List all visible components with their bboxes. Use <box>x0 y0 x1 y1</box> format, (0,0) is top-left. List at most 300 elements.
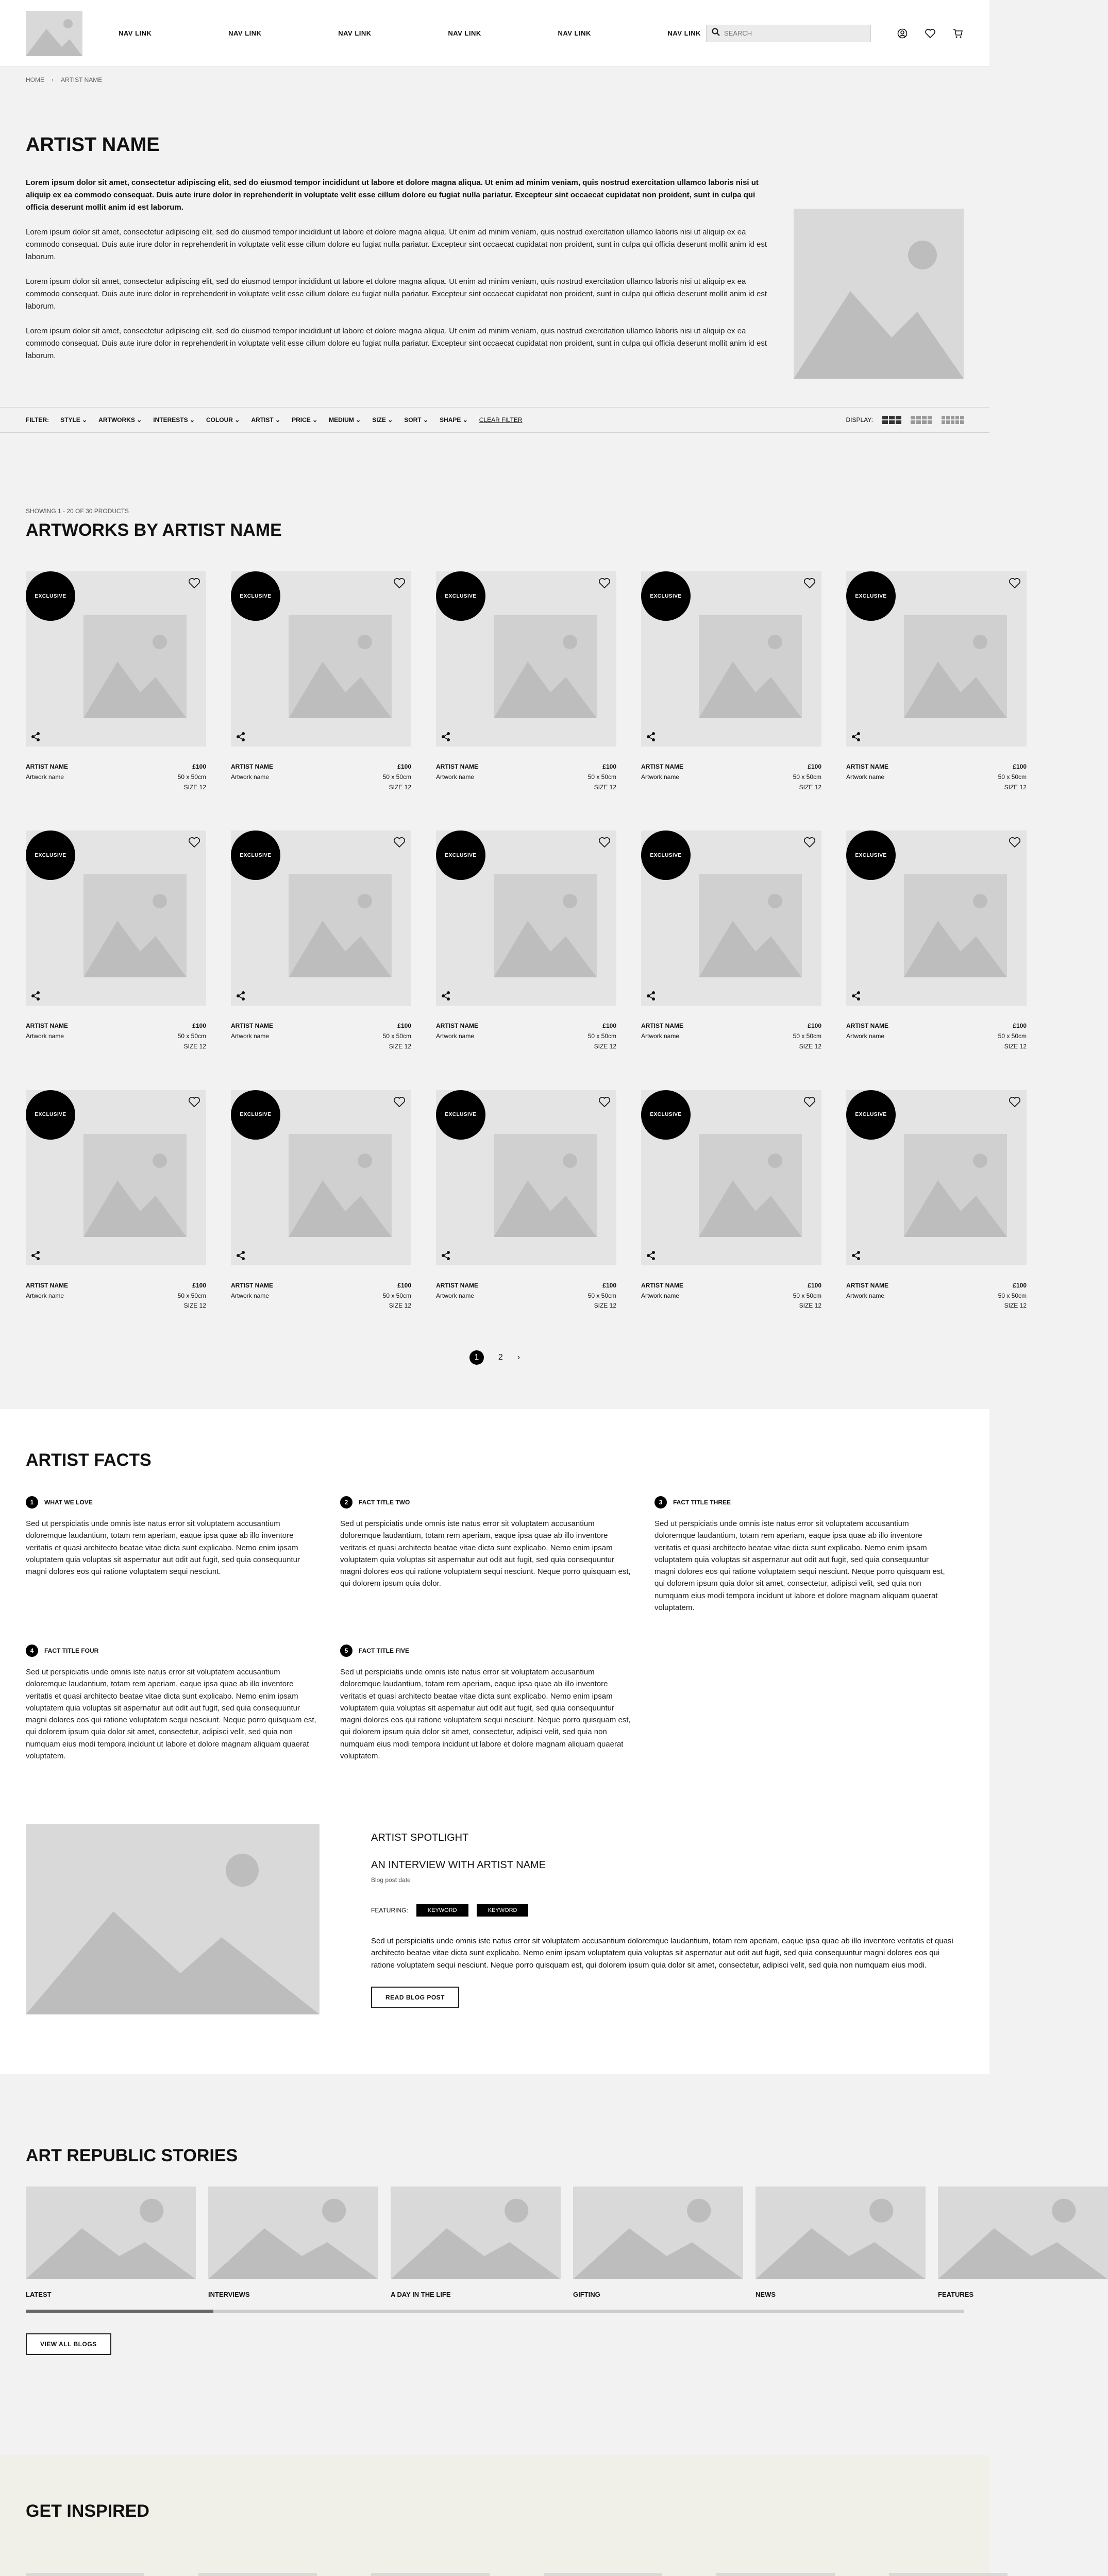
fact-text: Sed ut perspiciatis unde omnis iste natus error sit voluptatem accusantium doloremque laudantium, totam rem aperiam, eaque ipsa quae ab illo inventore veritatis et quasi architecto beatae vitae dicta sunt explicabo. Nemo enim ipsam voluptatem quia voluptas sit aspernatur aut odit aut fugit, sed quia consequuntur magni dolores eos qui ratione voluptatem sequi nesciunt. Neque porro quisquam est, qui dolorem ipsum quia dolor sit amet, consectetur, adipisci velit, sed quia non numquam eius modi tempora incidunt ut labore et dolore magnam aliquam quaerat voluptatem. <box>26 1668 316 1760</box>
price: £100 <box>602 763 616 770</box>
product-card[interactable] <box>231 571 411 792</box>
grid-5-icon[interactable] <box>942 416 964 424</box>
product-card[interactable] <box>26 1090 206 1311</box>
filter-sort[interactable]: SORT ⌄ <box>404 416 429 423</box>
story-image[interactable] <box>391 2187 561 2279</box>
artist-name[interactable]: ARTIST NAME <box>641 763 683 770</box>
share-icon[interactable] <box>850 731 862 742</box>
size-label: SIZE 12 <box>389 1302 411 1310</box>
share-icon[interactable] <box>850 1250 862 1261</box>
exclusive-badge: EXCLUSIVE <box>641 571 691 621</box>
artist-name[interactable]: ARTIST NAME <box>846 1281 888 1289</box>
site-logo[interactable] <box>26 11 82 56</box>
exclusive-badge: EXCLUSIVE <box>231 831 280 880</box>
fact-title: FACT TITLE THREE <box>673 1499 731 1506</box>
intro-paragraph: Lorem ipsum dolor sit amet, consectetur adipiscing elit, sed do eiusmod tempor incididunt ut labore et dolore magna aliqua. Ut enim ad minim veniam, quis nostrud exercitation ullamco laboris nisi ut aliquip ex ea commodo consequat. Duis aute irure dolor in reprehenderit in voluptate velit esse cillum dolore eu fugiat nulla pariatur. Excepteur sint occaecat cupidatat non proident, sunt in culpa qui officia deserunt mollit anim id est laborum. <box>26 228 767 261</box>
story-image[interactable] <box>208 2187 378 2279</box>
fact-item <box>26 1496 320 1614</box>
exclusive-badge: EXCLUSIVE <box>231 1090 280 1140</box>
product-image[interactable] <box>436 1090 616 1265</box>
price: £100 <box>602 1281 616 1289</box>
product-image[interactable] <box>846 1090 1027 1265</box>
product-image[interactable] <box>641 831 821 1006</box>
heart-icon[interactable] <box>187 835 202 850</box>
exclusive-badge: EXCLUSIVE <box>26 1090 75 1140</box>
product-info <box>231 747 411 792</box>
artwork-name[interactable]: Artwork name <box>26 1032 64 1040</box>
filter-size[interactable]: SIZE ⌄ <box>372 416 393 423</box>
dimensions: 50 x 50cm <box>177 1032 206 1040</box>
nav-link-1[interactable]: NAV LINK <box>119 29 152 37</box>
price: £100 <box>602 1022 616 1030</box>
heart-icon[interactable] <box>392 575 407 591</box>
filter-style[interactable]: STYLE ⌄ <box>60 416 88 423</box>
view-all-blogs-button[interactable]: VIEW ALL BLOGS <box>26 2333 111 2355</box>
artwork-placeholder <box>289 1134 392 1237</box>
page-title: ARTIST NAME <box>26 134 160 156</box>
artwork-placeholder <box>494 615 597 718</box>
fact-number: 4 <box>26 1645 38 1657</box>
price: £100 <box>397 1022 411 1030</box>
nav-link-6[interactable]: NAV LINK <box>667 29 701 37</box>
fact-item <box>654 1496 948 1614</box>
artist-name[interactable]: ARTIST NAME <box>26 1281 68 1289</box>
product-card[interactable] <box>641 831 821 1052</box>
size-label: SIZE 12 <box>594 1302 616 1310</box>
artwork-placeholder <box>83 1134 187 1237</box>
breadcrumb <box>0 67 989 93</box>
share-icon[interactable] <box>235 990 246 1002</box>
spotlight-date: Blog post date <box>371 1876 411 1884</box>
product-card[interactable] <box>26 571 206 792</box>
dimensions: 50 x 50cm <box>793 1292 821 1299</box>
display-toggle <box>846 416 964 424</box>
story-label[interactable]: NEWS <box>756 2291 776 2299</box>
product-image[interactable] <box>641 1090 821 1265</box>
share-icon[interactable] <box>30 731 41 742</box>
price: £100 <box>192 1022 206 1030</box>
heart-icon[interactable] <box>597 835 612 850</box>
exclusive-badge: EXCLUSIVE <box>846 831 896 880</box>
artwork-placeholder <box>83 874 187 977</box>
size-label: SIZE 12 <box>799 1042 821 1050</box>
page-2[interactable]: 2 <box>498 1353 503 1362</box>
product-info <box>26 1265 206 1311</box>
size-label: SIZE 12 <box>594 783 616 791</box>
filter-artist[interactable]: ARTIST ⌄ <box>251 416 281 423</box>
product-info <box>641 747 821 792</box>
exclusive-badge: EXCLUSIVE <box>436 831 485 880</box>
share-icon[interactable] <box>235 731 246 742</box>
price: £100 <box>1013 1281 1027 1289</box>
fact-item <box>26 1645 320 1762</box>
story-image[interactable] <box>938 2187 1108 2279</box>
product-image[interactable] <box>436 571 616 747</box>
filter-price[interactable]: PRICE ⌄ <box>292 416 318 423</box>
exclusive-badge: EXCLUSIVE <box>641 831 691 880</box>
artwork-name[interactable]: Artwork name <box>641 773 680 781</box>
heart-icon[interactable] <box>597 1094 612 1110</box>
get-inspired-section <box>0 2455 989 2576</box>
size-label: SIZE 12 <box>1004 783 1027 791</box>
share-icon[interactable] <box>440 990 451 1002</box>
story-image[interactable] <box>756 2187 926 2279</box>
breadcrumb-home[interactable]: HOME <box>26 76 44 83</box>
price: £100 <box>1013 763 1027 770</box>
price: £100 <box>808 763 821 770</box>
story-image[interactable] <box>26 2187 196 2279</box>
heart-icon[interactable] <box>1007 1094 1022 1110</box>
artist-name[interactable]: ARTIST NAME <box>26 763 68 770</box>
heart-icon[interactable] <box>392 1094 407 1110</box>
artist-name[interactable]: ARTIST NAME <box>436 1281 478 1289</box>
share-icon[interactable] <box>30 1250 41 1261</box>
filter-artworks[interactable]: ARTWORKS ⌄ <box>98 416 142 423</box>
display-label: DISPLAY: <box>846 416 873 423</box>
artist-image <box>794 209 964 379</box>
dimensions: 50 x 50cm <box>587 1032 616 1040</box>
artist-name[interactable]: ARTIST NAME <box>846 1022 888 1030</box>
story-image[interactable] <box>573 2187 743 2279</box>
artwork-placeholder <box>699 615 802 718</box>
size-label: SIZE 12 <box>183 783 206 791</box>
product-info <box>641 1006 821 1052</box>
size-label: SIZE 12 <box>799 783 821 791</box>
artist-name[interactable]: ARTIST NAME <box>436 1022 478 1030</box>
artist-name[interactable]: ARTIST NAME <box>231 1022 273 1030</box>
dimensions: 50 x 50cm <box>793 773 821 781</box>
filter-medium[interactable]: MEDIUM ⌄ <box>329 416 361 423</box>
story-card[interactable] <box>756 2187 926 2298</box>
grid-4-icon[interactable] <box>911 416 932 424</box>
filter-colour[interactable]: COLOUR ⌄ <box>206 416 240 423</box>
dimensions: 50 x 50cm <box>382 1292 411 1299</box>
page-1[interactable]: 1 <box>469 1350 484 1365</box>
artwork-name[interactable]: Artwork name <box>26 1292 64 1299</box>
inspired-card[interactable] <box>26 2573 144 2576</box>
heart-icon[interactable] <box>802 575 817 591</box>
featuring-label: FEATURING: <box>371 1907 408 1914</box>
filter-label: FILTER: <box>26 416 49 423</box>
artist-name[interactable]: ARTIST NAME <box>641 1281 683 1289</box>
inspired-image[interactable] <box>716 2573 835 2576</box>
product-image[interactable] <box>231 571 411 747</box>
fact-text: Sed ut perspiciatis unde omnis iste natus error sit voluptatem accusantium doloremque laudantium, totam rem aperiam, eaque ipsa quae ab illo inventore veritatis et quasi architecto beatae vitae dicta sunt explicabo. Nemo enim ipsam voluptatem quia voluptas sit aspernatur aut odit aut fugit, sed quia consequuntur magni dolores eos qui ratione voluptatem sequi nesciunt. <box>26 1519 300 1577</box>
size-label: SIZE 12 <box>1004 1042 1027 1050</box>
artwork-placeholder <box>83 615 187 718</box>
share-icon[interactable] <box>645 1250 657 1261</box>
dimensions: 50 x 50cm <box>587 773 616 781</box>
exclusive-badge: EXCLUSIVE <box>26 831 75 880</box>
product-info <box>436 1006 616 1052</box>
keyword-tag[interactable]: KEYWORD <box>416 1904 468 1917</box>
artist-name[interactable]: ARTIST NAME <box>231 763 273 770</box>
artwork-name[interactable]: Artwork name <box>231 1292 270 1299</box>
product-card[interactable] <box>436 571 616 792</box>
share-icon[interactable] <box>30 990 41 1002</box>
filter-shape[interactable]: SHAPE ⌄ <box>440 416 468 423</box>
inspired-card[interactable] <box>716 2573 835 2576</box>
product-info <box>846 747 1027 792</box>
artist-spotlight <box>26 1824 964 2014</box>
exclusive-badge: EXCLUSIVE <box>26 571 75 621</box>
header-icons <box>897 28 964 39</box>
artwork-name[interactable]: Artwork name <box>846 1292 885 1299</box>
price: £100 <box>808 1022 821 1030</box>
exclusive-badge: EXCLUSIVE <box>231 571 280 621</box>
product-card[interactable] <box>436 1090 616 1311</box>
share-icon[interactable] <box>645 990 657 1002</box>
price: £100 <box>397 1281 411 1289</box>
product-image[interactable] <box>231 831 411 1006</box>
product-info <box>436 747 616 792</box>
nav-link-3[interactable]: NAV LINK <box>338 29 372 37</box>
fact-title: FACT TITLE FIVE <box>359 1647 409 1655</box>
story-label[interactable]: INTERVIEWS <box>208 2291 250 2299</box>
product-card[interactable] <box>846 571 1027 792</box>
breadcrumb-current: ARTIST NAME <box>61 76 103 83</box>
price: £100 <box>1013 1022 1027 1030</box>
artist-facts <box>0 1409 989 2074</box>
share-icon[interactable] <box>440 731 451 742</box>
inspired-card[interactable] <box>371 2573 490 2576</box>
dimensions: 50 x 50cm <box>587 1292 616 1299</box>
story-card[interactable] <box>391 2187 561 2298</box>
nav-link-2[interactable]: NAV LINK <box>228 29 262 37</box>
inspired-card[interactable] <box>544 2573 662 2576</box>
artist-name[interactable]: ARTIST NAME <box>641 1022 683 1030</box>
next-page-icon[interactable]: › <box>517 1353 521 1362</box>
story-card[interactable] <box>573 2187 743 2298</box>
size-label: SIZE 12 <box>389 1042 411 1050</box>
fact-title: FACT TITLE TWO <box>359 1499 410 1506</box>
product-info <box>231 1265 411 1311</box>
product-info <box>846 1006 1027 1052</box>
artwork-name[interactable]: Artwork name <box>641 1292 680 1299</box>
exclusive-badge: EXCLUSIVE <box>846 1090 896 1140</box>
site-header <box>0 0 989 67</box>
fact-number: 5 <box>340 1645 352 1657</box>
stories-carousel <box>26 2187 989 2298</box>
dimensions: 50 x 50cm <box>793 1032 821 1040</box>
dimensions: 50 x 50cm <box>177 1292 206 1299</box>
artwork-name[interactable]: Artwork name <box>231 1032 270 1040</box>
price: £100 <box>397 763 411 770</box>
product-image[interactable] <box>436 831 616 1006</box>
dimensions: 50 x 50cm <box>998 773 1027 781</box>
grid-3-icon[interactable] <box>882 416 901 424</box>
results-count: SHOWING 1 - 20 OF 30 PRODUCTS <box>26 507 129 515</box>
inspired-image[interactable] <box>544 2573 662 2576</box>
spotlight-title: AN INTERVIEW WITH ARTIST NAME <box>371 1859 546 1871</box>
product-image[interactable] <box>231 1090 411 1265</box>
fact-item <box>340 1645 634 1762</box>
size-label: SIZE 12 <box>594 1042 616 1050</box>
product-card[interactable] <box>231 1090 411 1311</box>
stories-section <box>0 2074 989 2455</box>
intro-paragraph: Lorem ipsum dolor sit amet, consectetur adipiscing elit, sed do eiusmod tempor incididunt ut labore et dolore magna aliqua. Ut enim ad minim veniam, quis nostrud exercitation ullamco laboris nisi ut aliquip ex ea commodo consequat. Duis aute irure dolor in reprehenderit in voluptate velit esse cillum dolore eu fugiat nulla pariatur. Excepteur sint occaecat cupidatat non proident, sunt in culpa qui officia deserunt mollit anim id est laborum. <box>26 327 767 360</box>
size-label: SIZE 12 <box>183 1302 206 1310</box>
artwork-placeholder <box>494 1134 597 1237</box>
fact-grid <box>26 1496 964 1762</box>
product-image[interactable] <box>26 831 206 1006</box>
spotlight-label: ARTIST SPOTLIGHT <box>371 1832 469 1844</box>
product-info <box>26 1006 206 1052</box>
fact-text: Sed ut perspiciatis unde omnis iste natus error sit voluptatem accusantium doloremque laudantium, totam rem aperiam, eaque ipsa quae ab illo inventore veritatis et quasi architecto beatae vitae dicta sunt explicabo. Nemo enim ipsam voluptatem quia voluptas sit aspernatur aut odit aut fugit, sed quia consequuntur magni dolores eos qui ratione voluptatem sequi nesciunt. Neque porro quisquam est, qui dolorem ipsum quia dolor sit amet, consectetur, adipisci velit, sed quia non numquam eius modi tempora incidunt ut labore et dolore magnam aliquam quaerat voluptatem. <box>340 1668 631 1760</box>
inspired-carousel <box>26 2573 989 2576</box>
artist-name[interactable]: ARTIST NAME <box>846 763 888 770</box>
artwork-placeholder <box>289 874 392 977</box>
spotlight-image <box>26 1824 320 2014</box>
share-icon[interactable] <box>850 990 862 1002</box>
artwork-placeholder <box>699 1134 802 1237</box>
stories-scroll-thumb[interactable] <box>26 2310 213 2313</box>
product-card[interactable] <box>641 1090 821 1311</box>
search-icon[interactable] <box>712 28 720 39</box>
filter-bar <box>0 407 989 433</box>
size-label: SIZE 12 <box>389 783 411 791</box>
fact-title: FACT TITLE FOUR <box>44 1647 99 1655</box>
search-box[interactable] <box>706 25 871 42</box>
dimensions: 50 x 50cm <box>382 773 411 781</box>
fact-text: Sed ut perspiciatis unde omnis iste natus error sit voluptatem accusantium doloremque laudantium, totam rem aperiam, eaque ipsa quae ab illo inventore veritatis et quasi architecto beatae vitae dicta sunt explicabo. Nemo enim ipsam voluptatem quia voluptas sit aspernatur aut odit aut fugit, sed quia consequuntur magni dolores eos qui ratione voluptatem sequi nesciunt. Neque porro quisquam est, qui dolorem ipsum quia dolor sit amet, consectetur, adipisci velit, sed quia non numquam eius modi tempora incidunt ut labore et dolore magnam aliquam quaerat voluptatem. <box>654 1519 945 1612</box>
artwork-grid <box>0 540 1027 1311</box>
inspired-image[interactable] <box>371 2573 490 2576</box>
exclusive-badge: EXCLUSIVE <box>436 1090 485 1140</box>
exclusive-badge: EXCLUSIVE <box>436 571 485 621</box>
artwork-placeholder <box>904 874 1007 977</box>
product-card[interactable] <box>26 831 206 1052</box>
heart-icon[interactable] <box>1007 835 1022 850</box>
heart-icon[interactable] <box>392 835 407 850</box>
facts-title: ARTIST FACTS <box>26 1450 152 1470</box>
dimensions: 50 x 50cm <box>382 1032 411 1040</box>
heart-icon[interactable] <box>187 1094 202 1110</box>
artwork-placeholder <box>699 874 802 977</box>
artist-name[interactable]: ARTIST NAME <box>436 763 478 770</box>
product-info <box>436 1265 616 1311</box>
wishlist-heart-icon[interactable] <box>925 28 936 39</box>
product-image[interactable] <box>846 571 1027 747</box>
nav-link-5[interactable]: NAV LINK <box>558 29 591 37</box>
heart-icon[interactable] <box>802 835 817 850</box>
main-nav <box>119 29 701 37</box>
heart-icon[interactable] <box>802 1094 817 1110</box>
product-card[interactable] <box>846 1090 1027 1311</box>
fact-title: WHAT WE LOVE <box>44 1499 93 1506</box>
read-blog-post-button[interactable]: READ BLOG POST <box>371 1987 459 2008</box>
size-label: SIZE 12 <box>183 1042 206 1050</box>
product-image[interactable] <box>641 571 821 747</box>
stories-title: ART REPUBLIC STORIES <box>26 2146 238 2166</box>
artist-name[interactable]: ARTIST NAME <box>231 1281 273 1289</box>
dimensions: 50 x 50cm <box>998 1292 1027 1299</box>
share-icon[interactable] <box>440 1250 451 1261</box>
inspired-title: GET INSPIRED <box>26 2501 149 2521</box>
chevron-right-icon: › <box>52 76 54 83</box>
product-info <box>846 1265 1027 1311</box>
artworks-title: ARTWORKS BY ARTIST NAME <box>26 520 282 540</box>
story-card[interactable] <box>938 2187 1108 2298</box>
product-card[interactable] <box>846 831 1027 1052</box>
product-info <box>641 1265 821 1311</box>
exclusive-badge: EXCLUSIVE <box>641 1090 691 1140</box>
share-icon[interactable] <box>235 1250 246 1261</box>
artwork-name[interactable]: Artwork name <box>436 1032 475 1040</box>
product-image[interactable] <box>26 1090 206 1265</box>
fact-number: 3 <box>654 1496 667 1509</box>
dimensions: 50 x 50cm <box>177 773 206 781</box>
exclusive-badge: EXCLUSIVE <box>846 571 896 621</box>
size-label: SIZE 12 <box>1004 1302 1027 1310</box>
story-card[interactable] <box>26 2187 196 2298</box>
artwork-name[interactable]: Artwork name <box>846 773 885 781</box>
story-label[interactable]: LATEST <box>26 2291 52 2299</box>
heart-icon[interactable] <box>1007 575 1022 591</box>
artwork-placeholder <box>289 615 392 718</box>
inspired-image[interactable] <box>198 2573 317 2576</box>
price: £100 <box>808 1281 821 1289</box>
heart-icon[interactable] <box>597 575 612 591</box>
featuring-row <box>371 1904 964 1917</box>
artwork-name[interactable]: Artwork name <box>846 1032 885 1040</box>
fact-number: 2 <box>340 1496 352 1509</box>
keyword-tag[interactable]: KEYWORD <box>477 1904 529 1917</box>
story-label[interactable]: GIFTING <box>573 2291 600 2299</box>
stories-scrollbar[interactable] <box>26 2310 964 2313</box>
story-label[interactable]: A DAY IN THE LIFE <box>391 2291 451 2299</box>
story-card[interactable] <box>208 2187 378 2298</box>
intro-lead: Lorem ipsum dolor sit amet, consectetur adipiscing elit, sed do eiusmod tempor incididunt ut labore et dolore magna aliqua. Ut enim ad minim veniam, quis nostrud exercitation ullamco laboris nisi ut aliquip ex ea commodo consequat. Duis aute irure dolor in reprehenderit in voluptate velit esse cillum dolore eu fugiat nulla pariatur. Excepteur sint occaecat cupidatat non proident, sunt in culpa qui officia deserunt mollit anim id est laborum. <box>26 178 759 212</box>
spotlight-body <box>371 1824 964 2014</box>
heart-icon[interactable] <box>187 575 202 591</box>
product-card[interactable] <box>231 831 411 1052</box>
artwork-name[interactable]: Artwork name <box>641 1032 680 1040</box>
artist-name[interactable]: ARTIST NAME <box>26 1022 68 1030</box>
nav-link-4[interactable]: NAV LINK <box>448 29 481 37</box>
inspired-image[interactable] <box>26 2573 144 2576</box>
story-label[interactable]: FEATURES <box>938 2291 974 2299</box>
filter-interests[interactable]: INTERESTS ⌄ <box>153 416 195 423</box>
product-card[interactable] <box>641 571 821 792</box>
size-label: SIZE 12 <box>799 1302 821 1310</box>
fact-number: 1 <box>26 1496 38 1509</box>
price: £100 <box>192 763 206 770</box>
account-icon[interactable] <box>897 28 908 39</box>
artwork-name[interactable]: Artwork name <box>26 773 64 781</box>
artwork-placeholder <box>494 874 597 977</box>
product-info <box>26 747 206 792</box>
inspired-image[interactable] <box>889 2573 1008 2576</box>
share-icon[interactable] <box>645 731 657 742</box>
intro-paragraph: Lorem ipsum dolor sit amet, consectetur adipiscing elit, sed do eiusmod tempor incididunt ut labore et dolore magna aliqua. Ut enim ad minim veniam, quis nostrud exercitation ullamco laboris nisi ut aliquip ex ea commodo consequat. Duis aute irure dolor in reprehenderit in voluptate velit esse cillum dolore eu fugiat nulla pariatur. Excepteur sint occaecat cupidatat non proident, sunt in culpa qui officia deserunt mollit anim id est laborum. <box>26 277 767 311</box>
product-info <box>231 1006 411 1052</box>
product-image[interactable] <box>846 831 1027 1006</box>
artwork-placeholder <box>904 615 1007 718</box>
clear-filter-link[interactable]: CLEAR FILTER <box>479 416 523 423</box>
dimensions: 50 x 50cm <box>998 1032 1027 1040</box>
artwork-name[interactable]: Artwork name <box>436 1292 475 1299</box>
artwork-name[interactable]: Artwork name <box>436 773 475 781</box>
search-input[interactable] <box>724 29 865 37</box>
inspired-card[interactable] <box>889 2573 1008 2576</box>
product-image[interactable] <box>26 571 206 747</box>
product-card[interactable] <box>436 831 616 1052</box>
artwork-name[interactable]: Artwork name <box>231 773 270 781</box>
inspired-card[interactable] <box>198 2573 317 2576</box>
cart-icon[interactable] <box>952 28 964 39</box>
artist-intro <box>0 93 989 407</box>
